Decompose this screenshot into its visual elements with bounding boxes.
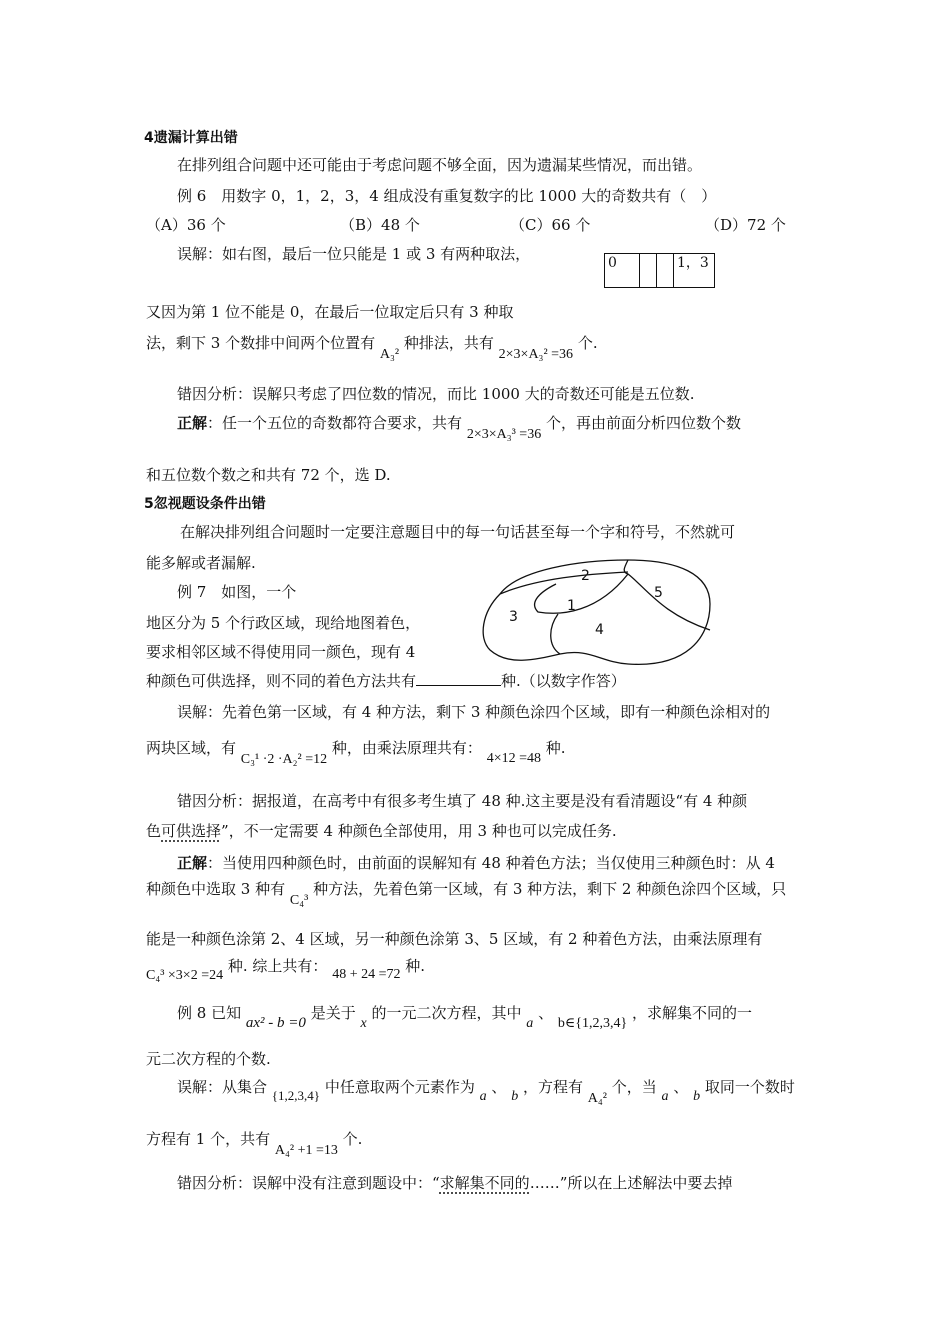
- ex7-right-line1: [177, 853, 775, 873]
- text: ”，不一定需要 4 种颜色全部使用，用 3 种也可以完成任务.: [221, 822, 617, 840]
- right-label: 正解: [177, 854, 208, 872]
- text: 例 8 已知: [177, 1004, 242, 1022]
- text: 种排法，共有: [403, 334, 494, 352]
- formula-24: C₄³ ×3×2 =24: [146, 968, 224, 983]
- ex7-wrong-line2: [146, 738, 566, 767]
- ex7-q1: 例 7 如图，一个: [177, 583, 297, 601]
- text: 个.: [342, 1130, 363, 1148]
- formula-set: {1,2,3,4}: [271, 1088, 321, 1103]
- text: 误解：从集合: [177, 1078, 268, 1096]
- formula-48: 4×12 =48: [486, 751, 541, 766]
- var-b: b: [693, 1089, 701, 1104]
- example-6-question: 例 6 用数字 0，1，2，3，4 组成没有重复数字的比 1000 大的奇数共有（ ）: [177, 187, 717, 205]
- text: ，方程有: [522, 1078, 583, 1096]
- box-cell-1: 0: [605, 254, 640, 288]
- ex6-right-line1: [177, 413, 741, 442]
- var-a: a: [479, 1089, 487, 1104]
- section-4-title: 4遗漏计算出错: [144, 130, 238, 146]
- text: ……”所以在上述解法中要去掉: [529, 1174, 733, 1192]
- option-b: （B）48 个: [340, 216, 420, 234]
- map-border-2-5: [624, 560, 710, 630]
- ex7-right-line2: [146, 879, 787, 908]
- section-4-intro: 在排列组合问题中还可能由于考虑问题不够全面，因为遗漏某些情况，而出错。: [177, 156, 703, 174]
- ex7-q3: 要求相邻区域不得使用同一颜色，现有 4: [146, 643, 416, 661]
- formula-set: b∈{1,2,3,4}: [557, 1016, 628, 1031]
- region-map-diagram: [478, 556, 718, 674]
- var-b: b: [511, 1089, 519, 1104]
- option-d: （D）72 个: [705, 216, 786, 234]
- right-label: 正解: [177, 414, 208, 432]
- text: 种.: [405, 957, 426, 975]
- text: 个.: [577, 334, 598, 352]
- text: 色: [146, 822, 162, 840]
- text: ：任一个五位的奇数都符合要求，共有: [207, 414, 463, 432]
- map-label-5: 5: [654, 585, 663, 601]
- text: 、: [491, 1078, 507, 1096]
- text: 是关于: [310, 1004, 356, 1022]
- section-5-title: 5忽视题设条件出错: [144, 496, 266, 512]
- ex7-right-line3: 能是一种颜色涂第 2、4 区域，另一种颜色涂第 3、5 区域，有 2 种着色方法，由乘法原理有: [146, 930, 763, 948]
- ex7-cause-line1: 错因分析：据报道，在高考中有很多考生填了 48 种.这主要是没有看清题设“有 4 种颜: [177, 792, 748, 810]
- box-cell-3: [657, 254, 674, 288]
- option-c: （C）66 个: [510, 216, 591, 234]
- text: 种.（以数字作答）: [501, 672, 626, 690]
- text: ，求解集不同的一: [631, 1004, 752, 1022]
- ex6-cause: 错因分析：误解只考虑了四位数的情况，而比 1000 大的奇数还可能是五位数.: [177, 385, 695, 403]
- formula-a42: A₄²: [587, 1091, 607, 1106]
- ex7-wrong-line1: 误解：先着色第一区域，有 4 种方法，剩下 3 种颜色涂四个区域，即有一种颜色涂相对的: [177, 703, 771, 721]
- text: 个，再由前面分析四位数个数: [545, 414, 741, 432]
- text: 错因分析：误解中没有注意到题设中：“: [177, 1174, 440, 1192]
- var-a: a: [661, 1089, 669, 1104]
- ex7-q2: 地区分为 5 个行政区域，现给地图着色，: [146, 614, 421, 632]
- text: 种颜色中选取 3 种有: [146, 880, 286, 898]
- ex6-wrong-line1: 误解：如右图，最后一位只能是 1 或 3 有两种取法，: [177, 245, 531, 263]
- section-5-intro-2: 能多解或者漏解.: [146, 554, 256, 572]
- ex8-wrong-line2: [146, 1129, 363, 1158]
- text: 、: [538, 1004, 554, 1022]
- ex8-question-line1: [177, 1003, 752, 1031]
- box-cell-4: 1，3: [674, 254, 715, 288]
- var-x: x: [360, 1016, 367, 1031]
- text: 两块区域，有: [146, 739, 237, 757]
- formula-equation: ax² - b =0: [245, 1015, 306, 1031]
- ex7-right-line4: [146, 956, 426, 983]
- map-border-3-4: [551, 614, 560, 654]
- box-cell-2: [640, 254, 657, 288]
- formula-c43: C₄³: [289, 893, 309, 908]
- text: ：当使用四种颜色时，由前面的误解知有 48 种着色方法；当仅使用三种颜色时：从 4: [207, 854, 775, 872]
- text: 种方法，先着色第一区域，有 3 种方法，剩下 2 种颜色涂四个区域，只: [313, 880, 787, 898]
- ex8-wrong-line1: [177, 1077, 795, 1106]
- ex8-cause: [177, 1173, 732, 1193]
- map-label-4: 4: [595, 622, 604, 638]
- text: 个，当: [611, 1078, 657, 1096]
- text: 取同一个数时: [704, 1078, 795, 1096]
- emphasis-dots: 求解集不同的: [439, 1174, 530, 1192]
- formula-13: A₄² +1 =13: [274, 1143, 338, 1158]
- text: 法，剩下 3 个数排中间两个位置有: [146, 334, 376, 352]
- text: 种. 综上共有：: [227, 957, 328, 975]
- section-5-intro-1: 在解决排列组合问题时一定要注意题目中的每一句话甚至每一个字和符号，不然就可: [180, 523, 736, 541]
- ex6-wrong-line3: [146, 333, 598, 362]
- text: 种颜色可供选择，则不同的着色方法共有: [146, 672, 417, 690]
- text: 种，由乘法原理共有：: [331, 739, 482, 757]
- formula-c31: C₃¹ ·2 ·A₂² =12: [240, 752, 328, 767]
- ex6-wrong-line2: 又因为第 1 位不能是 0，在最后一位取定后只有 3 种取: [146, 303, 514, 321]
- formula-72: 48 + 24 =72: [332, 967, 401, 982]
- emphasis-dots: 可供选择: [161, 822, 222, 840]
- text: 的一元二次方程，其中: [371, 1004, 522, 1022]
- map-label-1: 1: [567, 598, 576, 614]
- text: 方程有 1 个，共有: [146, 1130, 271, 1148]
- ex7-q4: [146, 671, 626, 691]
- digit-position-box: [604, 253, 715, 288]
- text: 中任意取两个元素作为: [324, 1078, 475, 1096]
- formula-a32: A₃²: [379, 347, 400, 362]
- formula-product: 2×3×A₃² =36: [498, 347, 574, 362]
- var-a: a: [526, 1016, 534, 1031]
- ex7-cause-line2: [146, 821, 617, 841]
- map-label-3: 3: [509, 609, 518, 625]
- map-border-2-3: [500, 572, 628, 594]
- ex6-right-line2: 和五位数个数之和共有 72 个，选 D.: [146, 466, 391, 484]
- text: 、: [673, 1078, 689, 1096]
- map-label-2: 2: [581, 568, 590, 584]
- option-a: （A）36 个: [146, 216, 226, 234]
- formula-a33: 2×3×A₃³ =36: [466, 427, 542, 442]
- text: 种.: [545, 739, 566, 757]
- ex8-question-line2: 元二次方程的个数.: [146, 1050, 271, 1068]
